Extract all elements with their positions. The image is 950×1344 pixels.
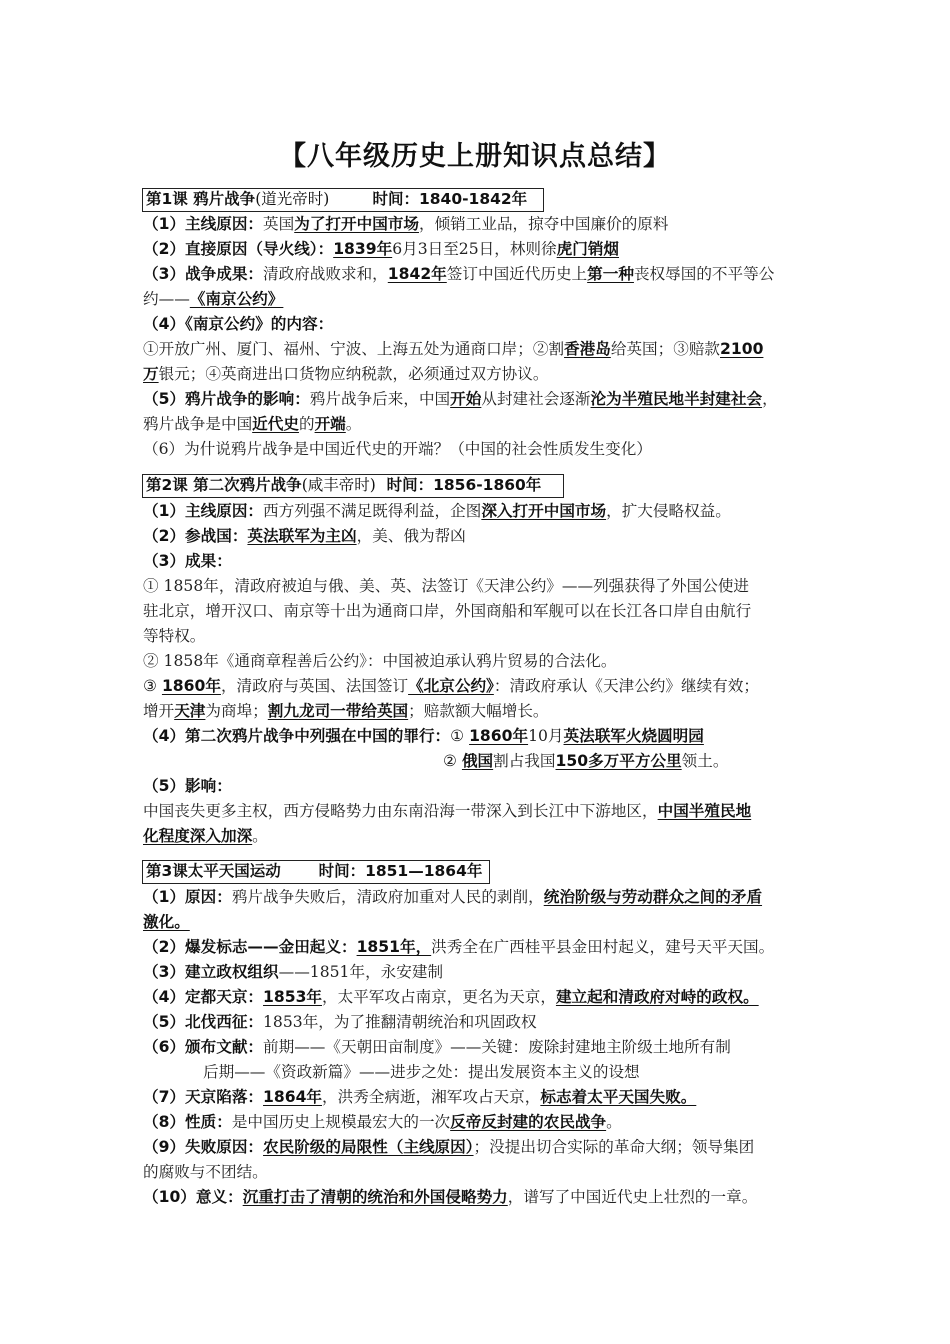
line-label: （8）性质： bbox=[143, 1113, 232, 1131]
key-term: 统治阶级与劳动群众之间的矛盾 bbox=[543, 888, 763, 906]
lesson-2-line-6 bbox=[143, 625, 205, 647]
lesson-3-line-1 bbox=[143, 886, 762, 908]
text-segment: 1853年，为了推翻清朝统治和巩固政权 bbox=[263, 1013, 537, 1031]
key-term: 1851年， bbox=[356, 938, 432, 956]
lesson-3-line-7 bbox=[143, 1036, 731, 1058]
text-segment: ，洪秀全病逝，湘军攻占天京， bbox=[322, 1088, 541, 1106]
key-term: 《南京公约》 bbox=[189, 290, 284, 308]
text-segment: ——1851年，永安建制 bbox=[278, 963, 444, 981]
lesson-2-line-4 bbox=[143, 575, 749, 597]
text-segment: 是中国历史上规模最宏大的一次 bbox=[231, 1113, 451, 1131]
text-segment: 前期——《天朝田亩制度》——关键：废除封建地主阶级土地所有制 bbox=[263, 1038, 731, 1056]
text-segment: 的腐败与不团结。 bbox=[143, 1163, 268, 1181]
lesson-2-line-11 bbox=[443, 750, 728, 772]
key-term: 《北京公约》 bbox=[408, 677, 494, 695]
key-term: 香港岛 bbox=[564, 340, 611, 358]
lesson-2-line-2 bbox=[143, 525, 466, 547]
lesson-2-time: 时间：1856-1860年 bbox=[375, 476, 542, 494]
text-segment: 割占我国 bbox=[493, 752, 556, 770]
line-label: （9）失败原因： bbox=[143, 1138, 264, 1156]
lesson-3-line-10 bbox=[143, 1111, 622, 1133]
lesson-1-line-9 bbox=[143, 413, 361, 435]
text-segment: 10月 bbox=[528, 727, 564, 745]
key-term: 第一种 bbox=[587, 265, 634, 283]
text-segment: 鸦片战争是中国 bbox=[143, 415, 253, 433]
key-term: 英法联军火烧圆明园 bbox=[563, 727, 704, 745]
text-segment: ③ bbox=[143, 677, 162, 695]
text-segment: 约—— bbox=[143, 290, 190, 308]
text-segment: 洪秀全在广西桂平县金田村起义，建号天平天国。 bbox=[431, 938, 775, 956]
key-term: 开始 bbox=[450, 390, 482, 408]
text-segment: ；没提出切合实际的革命大纲；领导集团 bbox=[473, 1138, 755, 1156]
text-segment: ② 1858年《通商章程善后公约》：中国被迫承认鸦片贸易的合法化。 bbox=[143, 652, 617, 670]
lesson-2-line-3 bbox=[143, 550, 232, 572]
key-term: 1842年 bbox=[387, 265, 447, 283]
text-segment: 增开 bbox=[143, 702, 175, 720]
lesson-1-line-2 bbox=[143, 238, 619, 260]
lesson-2-title: 第2课 第二次鸦片战争 bbox=[146, 476, 302, 494]
lesson-2-line-5 bbox=[143, 600, 751, 622]
text-segment: 等特权。 bbox=[143, 627, 206, 645]
text-segment: ；赔款额大幅增长。 bbox=[408, 702, 549, 720]
text-segment: 鸦片战争失败后，清政府加重对人民的剥削， bbox=[231, 888, 544, 906]
text-segment: 西方列强不满足既得利益，企图 bbox=[263, 502, 482, 520]
text-segment: ，谱写了中国近代史上壮烈的一章。 bbox=[507, 1188, 758, 1206]
line-label: （4）第二次鸦片战争中列强在中国的罪行： bbox=[143, 727, 451, 745]
key-term: 天津 bbox=[174, 702, 206, 720]
key-term: 2100 bbox=[720, 340, 764, 358]
line-label: （10）意义： bbox=[143, 1188, 243, 1206]
text-segment: ，太平军攻占南京，更名为天京， bbox=[322, 988, 556, 1006]
key-term: 反帝反封建的农民战争 bbox=[450, 1113, 607, 1131]
lesson-2-line-12 bbox=[143, 775, 232, 797]
line-label: （1）主线原因： bbox=[143, 215, 264, 233]
key-term: 万 bbox=[143, 365, 159, 383]
line-label: （2）直接原因（导火线）： bbox=[143, 240, 334, 258]
text-segment: ：清政府承认《天津公约》继续有效； bbox=[493, 677, 759, 695]
text-segment: 为商埠； bbox=[205, 702, 268, 720]
text-segment: ，美、俄为帮凶 bbox=[356, 527, 466, 545]
line-label: （5）北伐西征： bbox=[143, 1013, 264, 1031]
key-term: 化程度深入加深 bbox=[143, 827, 253, 845]
line-label: （4）定都天京： bbox=[143, 988, 264, 1006]
key-term: 农民阶级的局限性（主线原因） bbox=[263, 1138, 474, 1156]
line-label: （7）天京陷落： bbox=[143, 1088, 264, 1106]
lesson-3-title: 第3课太平天国运动 bbox=[146, 862, 281, 880]
lesson-3-line-11 bbox=[143, 1136, 754, 1158]
lesson-3-line-13 bbox=[143, 1186, 757, 1208]
lesson-3-header bbox=[142, 860, 490, 884]
key-term: 1864年 bbox=[263, 1088, 323, 1106]
text-segment: 。 bbox=[345, 415, 362, 433]
text-segment: 丧权辱国的不平等公 bbox=[633, 265, 775, 283]
line-label: （1）原因： bbox=[143, 888, 232, 906]
text-segment: ② bbox=[443, 752, 462, 770]
text-segment: 中国丧失更多主权，西方侵略势力由东南沿海一带深入到长江中下游地区， bbox=[143, 802, 658, 820]
lesson-2-line-10 bbox=[143, 725, 704, 747]
text-segment: ① bbox=[450, 727, 470, 745]
text-segment: 的 bbox=[298, 415, 315, 433]
lesson-2-header bbox=[142, 474, 564, 498]
lesson-2-line-1 bbox=[143, 500, 731, 522]
lesson-1-line-10 bbox=[143, 438, 652, 460]
lesson-1-line-1 bbox=[143, 213, 669, 235]
lesson-1-line-6 bbox=[143, 338, 763, 360]
line-label: （3）战争成果： bbox=[143, 265, 264, 283]
text-segment: ①开放广州、厦门、福州、宁波、上海五处为通商口岸；②割 bbox=[143, 340, 565, 358]
page-title: 【八年级历史上册知识点总结】 bbox=[279, 141, 671, 172]
key-term: 英法联军为主凶 bbox=[247, 527, 357, 545]
key-term: 俄国 bbox=[461, 752, 494, 770]
line-label: （5）影响： bbox=[143, 777, 232, 795]
lesson-3-line-6 bbox=[143, 1011, 537, 1033]
text-segment: ① 1858年，清政府被迫与俄、美、英、法签订《天津公约》——列强获得了外国公使进 bbox=[143, 577, 750, 595]
text-segment: 给英国；③赔款 bbox=[610, 340, 721, 358]
lesson-1-header bbox=[142, 188, 544, 212]
key-term: 为了打开中国市场 bbox=[294, 215, 419, 233]
lesson-2-line-7 bbox=[143, 650, 616, 672]
lesson-2-line-13 bbox=[143, 800, 751, 822]
lesson-3-line-3 bbox=[143, 936, 774, 958]
text-segment: 。 bbox=[606, 1113, 622, 1131]
line-label: （3）建立政权组织 bbox=[143, 963, 279, 981]
key-term: 割九龙司一带给英国 bbox=[267, 702, 409, 720]
key-term: 1860年 bbox=[161, 677, 221, 695]
lesson-1-line-5 bbox=[143, 313, 333, 335]
line-label: （4）《南京公约》的内容： bbox=[143, 315, 334, 333]
lesson-1-line-3 bbox=[143, 263, 774, 285]
line-label: （2）参战国： bbox=[143, 527, 248, 545]
text-segment: 银元；④英商进出口货物应纳税款，必须通过双方协议。 bbox=[158, 365, 549, 383]
key-term: 沉重打击了清朝的统治和外国侵略势力 bbox=[242, 1188, 508, 1206]
text-segment: ， bbox=[762, 390, 778, 408]
key-term: 150多万平方公里 bbox=[555, 752, 682, 770]
text-segment: 签订中国近代历史上 bbox=[446, 265, 588, 283]
lesson-2-line-8 bbox=[143, 675, 759, 697]
lesson-2-line-9 bbox=[143, 700, 549, 722]
line-label: （1）主线原因： bbox=[143, 502, 264, 520]
key-term: 近代史 bbox=[252, 415, 299, 433]
lesson-3-line-8 bbox=[203, 1061, 640, 1083]
lesson-3-line-5 bbox=[143, 986, 759, 1008]
key-term: 深入打开中国市场 bbox=[481, 502, 607, 520]
text-segment: 。 bbox=[252, 827, 268, 845]
text-segment: 清政府战败求和， bbox=[263, 265, 388, 283]
lesson-3-line-2 bbox=[143, 911, 190, 933]
text-segment: ，扩大侵略权益。 bbox=[606, 502, 731, 520]
text-segment: 6月3日至25日，林则徐 bbox=[392, 240, 557, 258]
lesson-2-era: (咸丰帝时) bbox=[301, 476, 376, 494]
lesson-1-line-7 bbox=[143, 363, 548, 385]
key-term: 开端 bbox=[314, 415, 346, 433]
line-label: （6）颁布文献： bbox=[143, 1038, 264, 1056]
text-segment: 英国 bbox=[263, 215, 295, 233]
text-segment: ，倾销工业品，掠夺中国廉价的原料 bbox=[418, 215, 669, 233]
text-segment: （6）为什说鸦片战争是中国近代史的开端？（中国的社会性质发生变化） bbox=[143, 440, 652, 458]
lesson-1-line-4 bbox=[143, 288, 283, 310]
lesson-1-line-8 bbox=[143, 388, 778, 410]
key-term: 中国半殖民地 bbox=[657, 802, 752, 820]
key-term: 沦为半殖民地半封建社会 bbox=[590, 390, 763, 408]
key-term: 1839年 bbox=[333, 240, 393, 258]
lesson-3-time: 时间：1851—1864年 bbox=[280, 862, 483, 880]
key-term: 标志着太平天国失败。 bbox=[540, 1088, 697, 1106]
lesson-1-time: 时间：1840-1842年 bbox=[329, 190, 528, 208]
lesson-1-title: 第1课 鸦片战争 bbox=[146, 190, 256, 208]
lesson-2-line-14 bbox=[143, 825, 268, 847]
text-segment: ，清政府与英国、法国签订 bbox=[220, 677, 409, 695]
text-segment: 领土。 bbox=[681, 752, 729, 770]
lesson-3-line-12 bbox=[143, 1161, 268, 1183]
key-term: 建立起和清政府对峙的政权。 bbox=[555, 988, 759, 1006]
lesson-3-line-4 bbox=[143, 961, 443, 983]
key-term: 1853年 bbox=[263, 988, 323, 1006]
key-term: 1860年 bbox=[469, 727, 529, 745]
line-label: （3）成果： bbox=[143, 552, 232, 570]
key-term: 激化。 bbox=[143, 913, 190, 931]
line-label: （5）鸦片战争的影响： bbox=[143, 390, 310, 408]
text-segment: 从封建社会逐渐 bbox=[481, 390, 591, 408]
text-segment: 后期——《资政新篇》——进步之处：提出发展资本主义的设想 bbox=[203, 1063, 640, 1081]
text-segment: 鸦片战争后来，中国 bbox=[309, 390, 451, 408]
key-term: 虎门销烟 bbox=[556, 240, 620, 258]
lesson-1-era: (道光帝时) bbox=[255, 190, 330, 208]
text-segment: 驻北京，增开汉口、南京等十出为通商口岸，外国商船和军舰可以在长江各口岸自由航行 bbox=[143, 602, 752, 620]
lesson-3-line-9 bbox=[143, 1086, 696, 1108]
line-label: （2）爆发标志——金田起义： bbox=[143, 938, 357, 956]
